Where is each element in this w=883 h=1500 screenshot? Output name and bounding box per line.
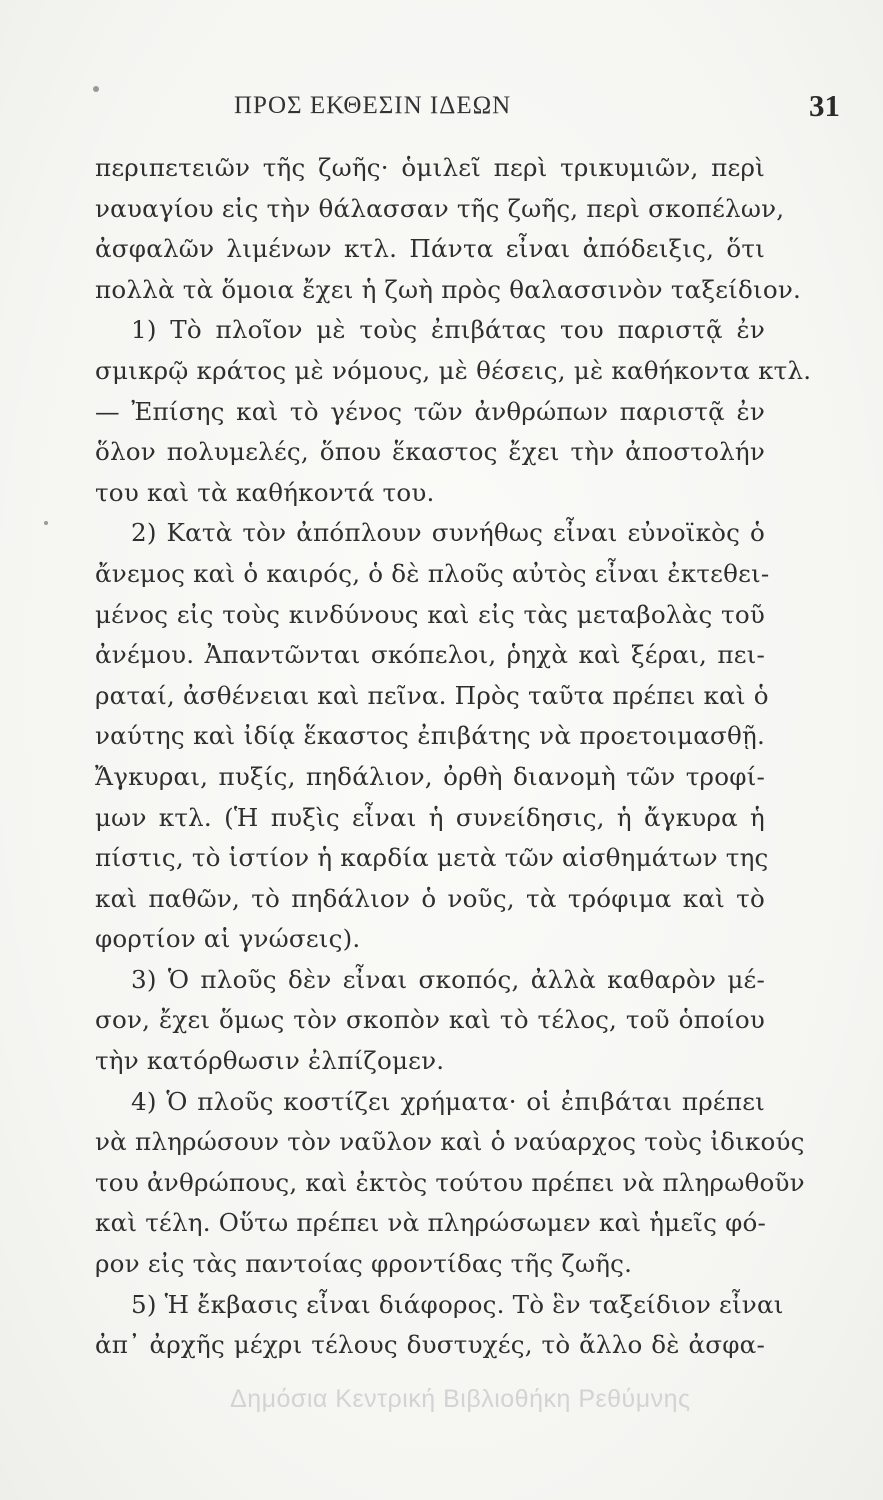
- text-line: ὅλον πολυμελές, ὅπου ἕκαστος ἔχει τὴν ἀποστολήν: [95, 437, 765, 467]
- text-line: 5) Ἡ ἔκβασις εἶναι διάφορος. Τὸ ἓν ταξείδιον εἶναι: [131, 1289, 784, 1319]
- text-line: 1) Τὸ πλοῖον μὲ τοὺς ἐπιβάτας του παριστᾷ ἐν: [131, 315, 765, 345]
- running-title: ΠΡΟΣ ΕΚΘΕΣΙΝ ΙΔΕΩΝ: [234, 92, 512, 119]
- text-line: ραταί, ἀσθένειαι καὶ πεῖνα. Πρὸς ταῦτα πρέπει καὶ ὁ: [95, 680, 769, 710]
- text-line: ἀπ᾽ ἀρχῆς μέχρι τέλους δυστυχές, τὸ ἄλλο δὲ ἀσφα-: [95, 1330, 765, 1360]
- text-line: μένος εἰς τοὺς κινδύνους καὶ εἰς τὰς μεταβολὰς τοῦ: [95, 599, 765, 629]
- text-line: του καὶ τὰ καθήκοντά του.: [95, 477, 435, 507]
- text-line: σον, ἔχει ὅμως τὸν σκοπὸν καὶ τὸ τέλος, τοῦ ὁποίου: [95, 1005, 765, 1035]
- text-line: μων κτλ. (Ἡ πυξὶς εἶναι ἡ συνείδησις, ἡ ἄγκυρα ἡ: [95, 802, 765, 832]
- text-line: ἀσφαλῶν λιμένων κτλ. Πάντα εἶναι ἀπόδειξις, ὅτι: [95, 234, 765, 264]
- library-watermark: Δημόσια Κεντρική Βιβλιοθήκη Ρεθύμνης: [230, 1385, 691, 1413]
- text-line: φορτίον αἱ γνώσεις).: [95, 924, 361, 954]
- text-line: σμικρῷ κράτος μὲ νόμους, μὲ θέσεις, μὲ καθήκοντα κτλ.: [95, 355, 812, 385]
- text-line: καὶ τέλη. Οὕτω πρέπει νὰ πληρώσωμεν καὶ ἡμεῖς φό-: [95, 1208, 767, 1238]
- text-line: 4) Ὁ πλοῦς κοστίζει χρήματα· οἱ ἐπιβάται πρέπει: [131, 1086, 765, 1116]
- ink-speck: [44, 521, 48, 525]
- page-number: 31: [809, 88, 840, 123]
- text-line: ἄνεμος καὶ ὁ καιρός, ὁ δὲ πλοῦς αὐτὸς εἶναι ἐκτεθει-: [95, 558, 770, 588]
- text-line: πολλὰ τὰ ὅμοια ἔχει ἡ ζωὴ πρὸς θαλασσινὸν ταξείδιον.: [95, 274, 802, 304]
- text-line: νὰ πληρώσουν τὸν ναῦλον καὶ ὁ ναύαρχος τοὺς ἰδικούς: [95, 1127, 805, 1157]
- text-line: 2) Κατὰ τὸν ἀπόπλουν συνήθως εἶναι εὐνοϊκὸς ὁ: [131, 518, 765, 548]
- page-header: [150, 88, 840, 128]
- text-line: του ἀνθρώπους, καὶ ἐκτὸς τούτου πρέπει νὰ πληρωθοῦν: [95, 1167, 805, 1197]
- text-line: τὴν κατόρθωσιν ἐλπίζομεν.: [95, 1046, 445, 1076]
- text-line: ναύτης καὶ ἰδίᾳ ἕκαστος ἐπιβάτης νὰ προετοιμασθῇ.: [95, 721, 765, 751]
- text-line: 3) Ὁ πλοῦς δὲν εἶναι σκοπός, ἀλλὰ καθαρὸν μέ-: [131, 964, 765, 994]
- text-line: καὶ παθῶν, τὸ πηδάλιον ὁ νοῦς, τὰ τρόφιμα καὶ τὸ: [95, 883, 765, 913]
- text-line: ρον εἰς τὰς παντοίας φροντίδας τῆς ζωῆς.: [95, 1249, 633, 1279]
- ink-speck: [93, 86, 99, 92]
- text-line: πίστις, τὸ ἱστίον ἡ καρδία μετὰ τῶν αἰσθημάτων της: [95, 843, 769, 873]
- text-line: ἀνέμου. Ἀπαντῶνται σκόπελοι, ῥηχὰ καὶ ξέραι, πει-: [95, 640, 765, 670]
- text-line: περιπετειῶν τῆς ζωῆς· ὁμιλεῖ περὶ τρικυμιῶν, περὶ: [95, 153, 765, 182]
- text-line: Ἄγκυραι, πυξίς, πηδάλιον, ὀρθὴ διανομὴ τῶν τροφί-: [95, 761, 765, 791]
- text-line: — Ἐπίσης καὶ τὸ γένος τῶν ἀνθρώπων παριστᾷ ἐν: [95, 396, 765, 426]
- text-line: ναυαγίου εἰς τὴν θάλασσαν τῆς ζωῆς, περὶ σκοπέλων,: [95, 193, 785, 223]
- body-text: [95, 148, 812, 1366]
